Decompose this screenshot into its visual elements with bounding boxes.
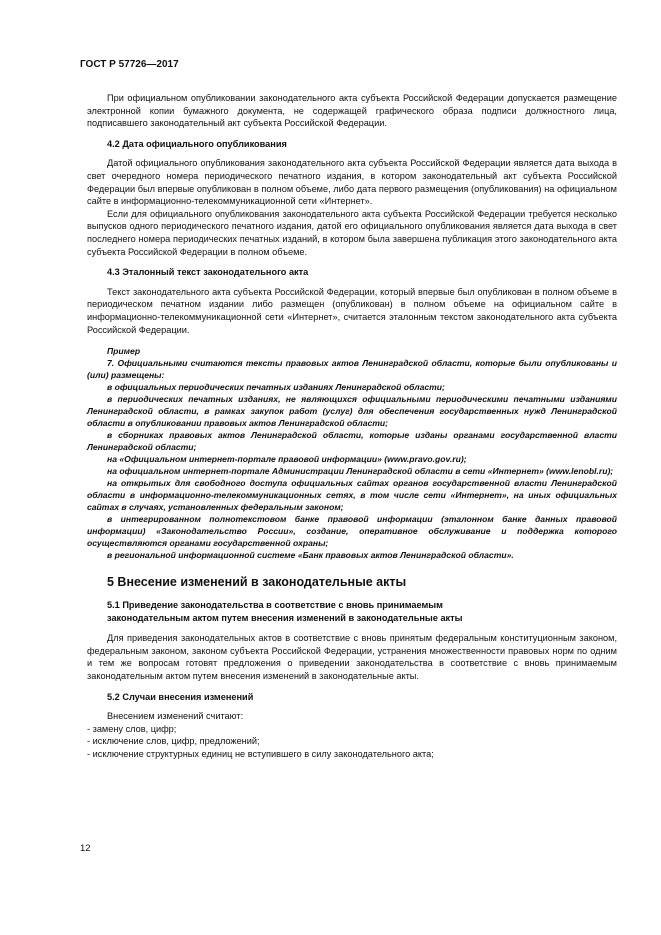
example-item: в региональной информационной системе «Банк правовых актов Ленинградской области».	[107, 550, 514, 561]
example-item: на официальном интернет-портале Администрации Ленинградской области в сети «Интернет» (www.lenobl.ru);	[107, 466, 614, 477]
section-4-2-title: 4.2 Дата официального опубликования	[107, 138, 287, 149]
section-5-1-title-line-1: 5.1 Приведение законодательства в соответствие с вновь принимаемым	[107, 600, 443, 611]
list-item: - исключение слов, цифр, предложений;	[87, 736, 260, 747]
section-5-2-list	[87, 710, 617, 760]
example-item: в интегрированном полнотекстовом банке правовой информации (эталонном банке данных правовой информации) «Законодательство России», создание, оперативное обслуживание и поддержка которого осуществляются органами государственной охраны;	[87, 514, 617, 549]
section-5-2-lead: Внесением изменений считают:	[107, 711, 244, 722]
intro-paragraph: При официальном опубликовании законодательного акта субъекта Российской Федерации допускается размещение электронной копии бумажного документа, не содержащей графического образа подписи должностного лица, подписавшего законодательный акт субъекта Российской Федерации.	[87, 93, 617, 129]
example-item: на «Официальном интернет-портале правовой информации» (www.pravo.gov.ru);	[107, 454, 467, 465]
list-item: - исключение структурных единиц не вступившего в силу законодательного акта;	[87, 749, 434, 760]
example-item: в сборниках правовых актов Ленинградской области, которые изданы органами государственной власти Ленинградской области;	[87, 430, 617, 453]
document-header: ГОСТ Р 57726—2017	[80, 59, 179, 70]
section-5-title: 5 Внесение изменений в законодательные акты	[107, 575, 407, 590]
list-item: - замену слов, цифр;	[87, 723, 177, 734]
example-item: 7. Официальными считаются тексты правовых актов Ленинградской области, которые были опубликованы и (или) размещены:	[87, 358, 617, 381]
section-5-1-title-line-2: законодательным актом путем внесения изменений в законодательные акты	[107, 612, 463, 623]
section-5-2-title: 5.2 Случаи внесения изменений	[107, 691, 254, 702]
example-item: на открытых для свободного доступа официальных сайтах органов государственной власти Ленинградской области в информационно-телекоммуникационных сетях, в том числе сети «Интернет», на иных официальных сайтах в случаях, установленных федеральным законом;	[87, 478, 617, 513]
section-5-1-paragraph-1: Для приведения законодательных актов в соответствие с вновь принятым федеральным конституционным законом, федеральным законом, законом субъекта Российской Федерации, устранения множественности правовых норм по одним и тем же вопросам готовят предложения о приведении законодательства в соответствие с вновь принимаемым законодательным актом путем внесения изменений в законодательные акты.	[87, 633, 617, 682]
example-item: в официальных периодических печатных изданиях Ленинградской области;	[107, 382, 445, 393]
section-5-1-title	[87, 599, 617, 624]
document-body	[87, 92, 617, 761]
section-4-3-paragraph-1: Текст законодательного акта субъекта Российской Федерации, который впервые был опубликован в полном объеме в периодическом печатном издании либо размещен (опубликован) в полном объеме на официальном сайте в информационно-телекоммуникационной сети «Интернет», считается эталонным текстом законодательного акта субъекта Российской Федерации.	[87, 286, 617, 335]
example-label: Пример	[107, 346, 141, 357]
example-block	[87, 345, 617, 561]
section-4-3-title: 4.3 Эталонный текст законодательного акта	[107, 267, 309, 278]
example-item: в периодических печатных изданиях, не являющихся официальными периодическими печатными изданиями Ленинградской области, в рамках закупок работ (услуг) для обеспечения государственных нужд Ленинградской области в опубликовании правовых актов Ленинградской области;	[87, 394, 617, 429]
section-4-2-paragraph-2: Если для официального опубликования законодательного акта субъекта Российской Федерации требуется несколько выпусков одного периодического печатного издания, датой его официального опубликования является дата выхода в свет последнего номера периодических печатных изданий, в котором была завершена публикация этого законодательного акта субъекта Российской Федерации в полном объеме.	[87, 208, 617, 257]
page-number: 12	[80, 843, 91, 854]
section-4-2-paragraph-1: Датой официального опубликования законодательного акта субъекта Российской Федерации является дата выхода в свет очередного номера периодического печатного издания, в котором законодательный акт субъекта Российской Федерации был впервые опубликован в полном объеме, либо дата первого размещения (опубликования) на официальном сайте в информационно-телекоммуникационной сети «Интернет».	[87, 158, 617, 207]
